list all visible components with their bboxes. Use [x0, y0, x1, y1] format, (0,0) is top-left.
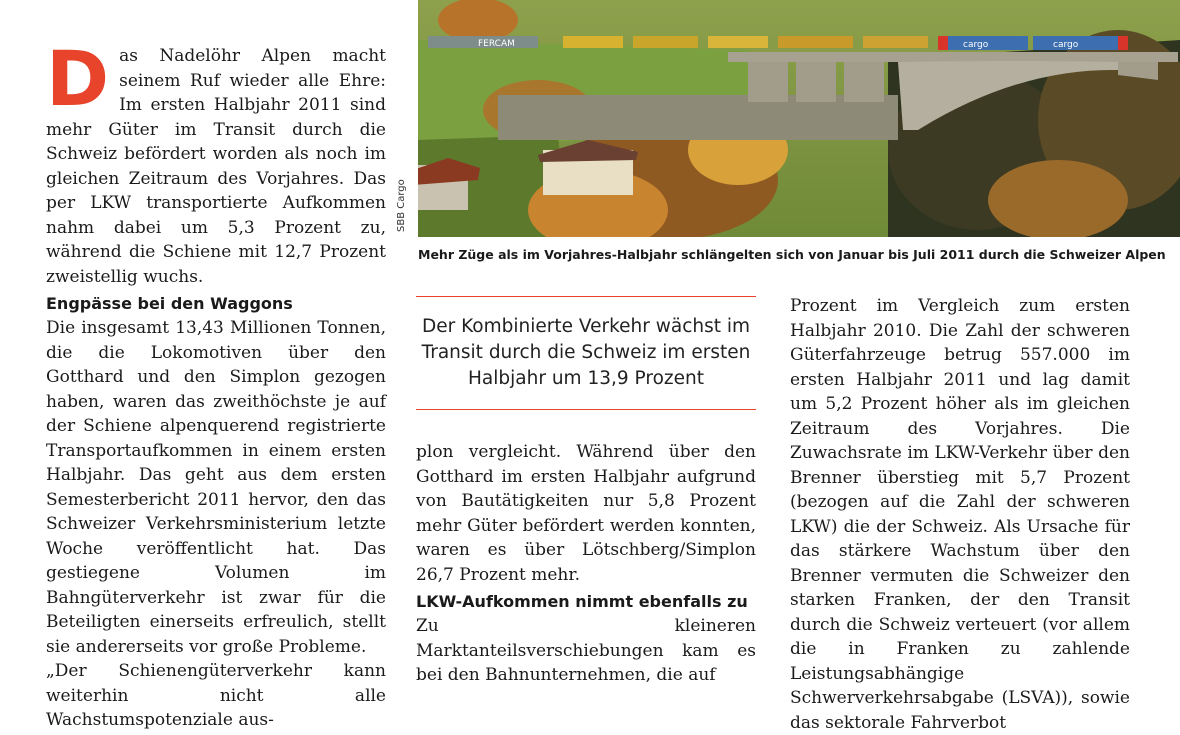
pull-quote — [416, 296, 756, 410]
photo-caption: Mehr Züge als im Vorjahres-Halbjahr schlängelten sich von Januar bis Juli 2011 durch die Schweizer Alpen — [418, 247, 1166, 262]
intro-paragraph: as Nadelöhr Alpen macht seinem Ruf wieder alle Ehre: Im ersten Halbjahr 2011 sind mehr Güter im Transit durch die Schweiz befördert worden als noch im gleichen Zeitraum des Vorjahres. Das per LKW transportierte Aufkommen nahm dabei um 5,3 Prozent zu, während die Schiene mit 12,7 Prozent zweistellig wuchs. — [46, 46, 386, 287]
train-viaduct-image — [418, 0, 1180, 237]
photo-credit: SBB Cargo — [396, 179, 407, 232]
section-heading: LKW-Aufkommen nimmt ebenfalls zu — [416, 592, 748, 611]
body-paragraph: Prozent im Vergleich zum ersten Halbjahr 2010. Die Zahl der schweren Güterfahrzeuge betrug 557.000 im ersten Halbjahr 2011 und lag damit um 5,2 Prozent höher als im gleichen Zeitraum des Vorjahres. Die Zuwachsrate im LKW-Verkehr über den Brenner überstieg mit 5,7 Prozent (bezogen auf die Zahl der schweren LKW) die der Schweiz. Als Ursache für das stärkere Wachstum über den Brenner vermuten die Schweizer den starken Franken, der den Transit durch die Schweiz verteuert (vor allem die in Franken zu zahlende Leistungsabhängige Schwerverkehrsabgabe (LSVA)), sowie das sektorale Fahrverbot — [790, 296, 1130, 733]
column-2 — [416, 440, 756, 587]
section-engpaesse — [46, 292, 386, 733]
column-3 — [790, 294, 1130, 735]
drop-cap: D — [46, 34, 110, 123]
body-paragraph: Die insgesamt 13,43 Millionen Tonnen, die die Lokomotiven über den Gotthard und den Simplon gezogen haben, waren das zweithöchste je auf der Schiene alpenquerend registrierte Transportaufkommen in einem ersten Halbjahr. Das geht aus dem ersten Semesterbericht 2011 hervor, den das Schweizer Verkehrsministerium letzte Woche veröffentlicht hat. Das gestiegene Volumen im Bahngüterverkehr ist zwar für die Beteiligten einerseits erfreulich, stellt sie andererseits vor große Probleme. — [46, 318, 386, 657]
article-intro — [46, 34, 386, 289]
body-paragraph: Zu kleineren Marktanteilsverschiebungen kam es bei den Bahnunternehmen, die auf — [416, 616, 756, 685]
body-paragraph: plon vergleicht. Während über den Gotthard im ersten Halbjahr aufgrund von Bautätigkeiten nur 5,8 Prozent mehr Güter befördert werden konnten, waren es über Lötschberg/Simplon 26,7 Prozent mehr. — [416, 442, 756, 585]
wagon-label: FERCAM — [478, 39, 515, 49]
loco-label: cargo — [963, 40, 989, 50]
section-heading: Engpässe bei den Waggons — [46, 294, 293, 313]
article-photo — [418, 0, 1180, 237]
section-lkw — [416, 590, 756, 688]
loco-label-2: cargo — [1053, 40, 1079, 50]
pull-quote-text: Der Kombinierte Verkehr wächst im Transit durch die Schweiz im ersten Halbjahr um 13,9 Prozent — [421, 316, 751, 389]
quote-paragraph: „Der Schienengüterverkehr kann weiterhin nicht alle Wachstumspotenziale aus- — [46, 661, 386, 730]
